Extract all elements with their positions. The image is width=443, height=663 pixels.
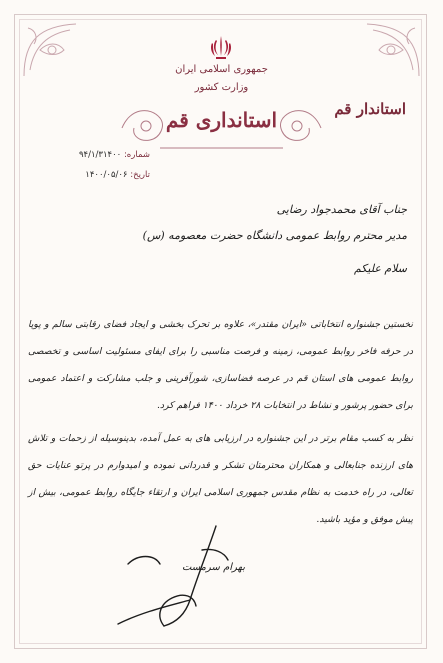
handwritten-signature xyxy=(98,520,258,632)
date-value: ۱۴۰۰/۰۵/۰۶ xyxy=(85,170,128,180)
iran-emblem-icon xyxy=(207,34,235,60)
letter-number xyxy=(20,150,150,160)
date-label: تاریخ: xyxy=(130,170,150,180)
number-value: ۹۴/۱/۳۱۴۰۰ xyxy=(78,150,122,160)
greeting: سلام علیکم xyxy=(353,262,407,275)
address-line-2: مدیر محترم روابط عمومی دانشگاه حضرت معصومه (س) xyxy=(142,229,407,242)
header-calligraphy: استانداری قم xyxy=(165,108,278,132)
body-paragraph-2: نظر به کسب مقام برتر در این جشنواره در ارزیابی های به عمل آمده، بدینوسیله از زحمات و تلاش های ارزنده جنابعالی و همکاران محترمتان تشکر و قدردانی نموده و امیدوارم در پرتو عنایات حق تعالی، در راه خدمت به نظام مقدس جمهوری اسلامی ایران و ارتقاء جایگاه روابط عمومی، بیش از پیش موفق و مؤید باشید. xyxy=(28,433,413,525)
signatory-name: بهرام سرمست xyxy=(181,562,245,573)
address-line-1: جناب آقای محمدجواد رضایی xyxy=(276,203,407,216)
ostandar-title: استاندار قم xyxy=(334,100,406,118)
header-republic: جمهوری اسلامی ایران xyxy=(175,64,268,75)
letter-date xyxy=(20,170,150,180)
body-paragraph-1: نخستین جشنواره انتخاباتی «ایران مقتدر»، علاوه بر تحرک بخشی و ایجاد فضای رقابتی سالم و پویا در حرفه فاخر روابط عمومی، زمینه و فرصت مناسبی را برای ایفای مسئولیت اساسی و تخصصی روابط عمومی های استان قم در عرصه فضاسازی، شورآفرینی و جلب مشارکت و اعتماد عمومی برای حضور پرشور و نشاط در انتخابات ۲۸ خرداد ۱۴۰۰ فراهم کرد. xyxy=(28,319,413,411)
number-label: شماره: xyxy=(123,150,150,160)
header-ministry: وزارت کشور xyxy=(194,82,249,93)
